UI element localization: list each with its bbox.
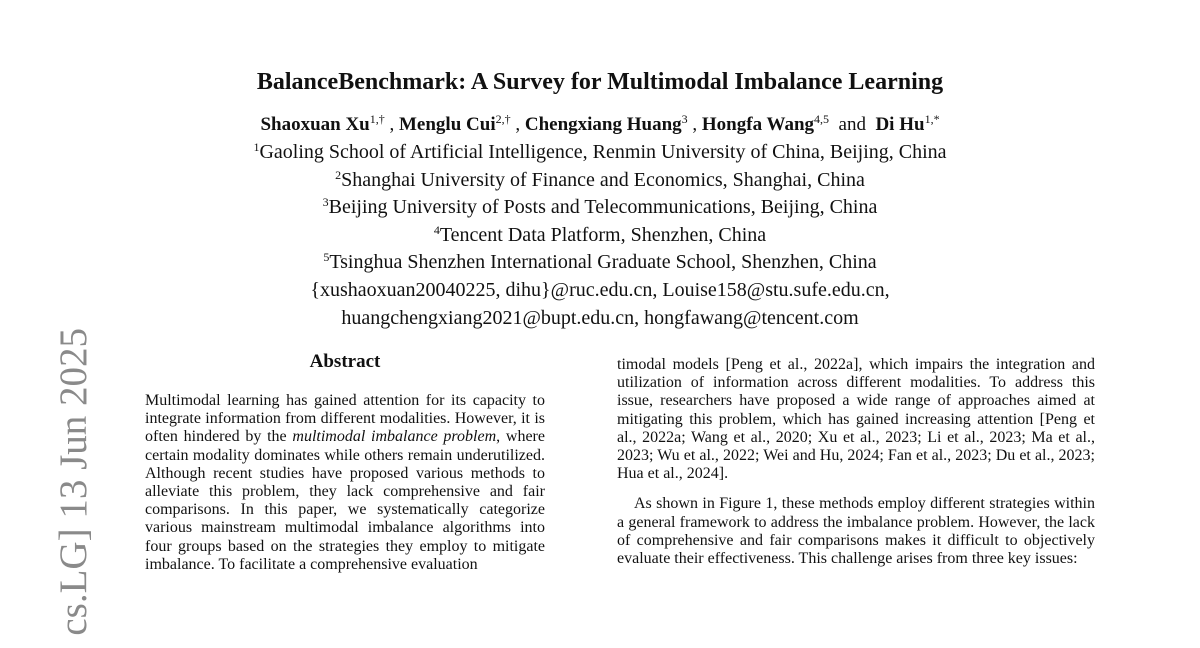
author-affil-mark: 1,† <box>369 112 385 126</box>
intro-body <box>617 356 1095 568</box>
abstract-emphasis: multimodal imbalance problem <box>292 428 497 446</box>
author-name: Hongfa Wang <box>701 114 815 135</box>
author-affil-mark: 2,† <box>495 112 511 126</box>
arxiv-stamp: cs.LG] 13 Jun 2025 <box>52 328 95 636</box>
affiliation-text: Gaoling School of Artificial Intelligence, Renmin University of China, Beijing, China <box>259 141 947 163</box>
author-affil-mark: 1,* <box>924 112 940 126</box>
intro-paragraph: timodal models [Peng et al., 2022a], which impairs the integration and utilization of information across different modalities. To address this issue, researchers have proposed a wide range of approaches aimed at mitigating this problem, which has gained increasing attention [Peng et al., 2022a; Wang et al., 2020; Xu et al., 2023; Li et al., 2023; Ma et al., 2023; Wu et al., 2022; Wei and Hu, 2024; Fan et al., 2023; Du et al., 2023; Hua et al., 2024]. <box>617 356 1095 483</box>
email-line: huangchengxiang2021@bupt.edu.cn, hongfawang@tencent.com <box>341 306 859 329</box>
affiliation-text: Tencent Data Platform, Shenzhen, China <box>439 223 767 246</box>
author-name: Di Hu <box>875 114 925 135</box>
affiliation-line <box>0 194 1200 222</box>
affiliation-line <box>0 222 1200 250</box>
affiliation-mark: 1 <box>253 140 260 154</box>
affiliation-text: Shanghai University of Finance and Economics, Shanghai, China <box>341 168 865 191</box>
affiliation-line <box>0 139 1200 167</box>
author-name: Menglu Cui <box>399 114 496 135</box>
affiliation-mark: 5 <box>323 250 330 265</box>
authors-and: and <box>838 114 866 135</box>
affiliation-list <box>0 139 1200 332</box>
affiliation-mark: 2 <box>335 167 342 182</box>
abstract-body <box>145 392 545 574</box>
author-affil-mark: 4,5 <box>814 112 830 126</box>
author-list: Shaoxuan $Xu^{1,\dagger}$ , Menglu Cui$^{2,\dagger}$ , Chengxiang Huang$^3$ , Hongfa Wang$^{4,5}$ and Di $Hu^{1,*}$ <box>260 112 940 135</box>
author-affil-mark: 3 <box>681 112 688 126</box>
email-line: {xushaoxuan20040225, dihu}@ruc.edu.cn, Louise158@stu.sufe.edu.cn, <box>310 278 890 301</box>
abstract-heading: Abstract <box>309 351 381 372</box>
abstract-text: , where certain modality dominates while others remain underutilized. Although recent studies have proposed various methods to alleviate this problem, they lack comprehensive and fair comparisons. In this paper, we systematically categorize various mainstream multimodal imbalance algorithms into four groups based on the strategies they employ to mitigate imbalance. To facilitate a comprehensive evaluation <box>145 428 545 573</box>
affiliation-line <box>0 249 1200 277</box>
abstract-text: Multimodal learning has gained attention for its capacity to integrate information from different modalities. However, it is often hindered by the <box>145 392 545 446</box>
paper-title: BalanceBenchmark: A Survey for Multimodal Imbalance Learning <box>256 69 944 95</box>
affiliation-mark: 3 <box>322 195 329 210</box>
abstract-paragraph <box>145 392 545 574</box>
affiliation-mark: 4 <box>433 222 440 237</box>
intro-paragraph: As shown in Figure 1, these methods employ different strategies within a general framework to address the imbalance problem. However, the lack of comprehensive and fair comparisons makes it difficult to objectively evaluate their effectiveness. This challenge arises from three key issues: <box>617 495 1095 568</box>
affiliation-line <box>0 167 1200 195</box>
affiliation-text: Tsinghua Shenzhen International Graduate School, Shenzhen, China <box>329 251 877 274</box>
affiliation-text: Beijing University of Posts and Telecommunications, Beijing, China <box>328 196 878 219</box>
author-name: Shaoxuan Xu <box>260 114 370 135</box>
author-name: Chengxiang Huang <box>524 114 682 135</box>
